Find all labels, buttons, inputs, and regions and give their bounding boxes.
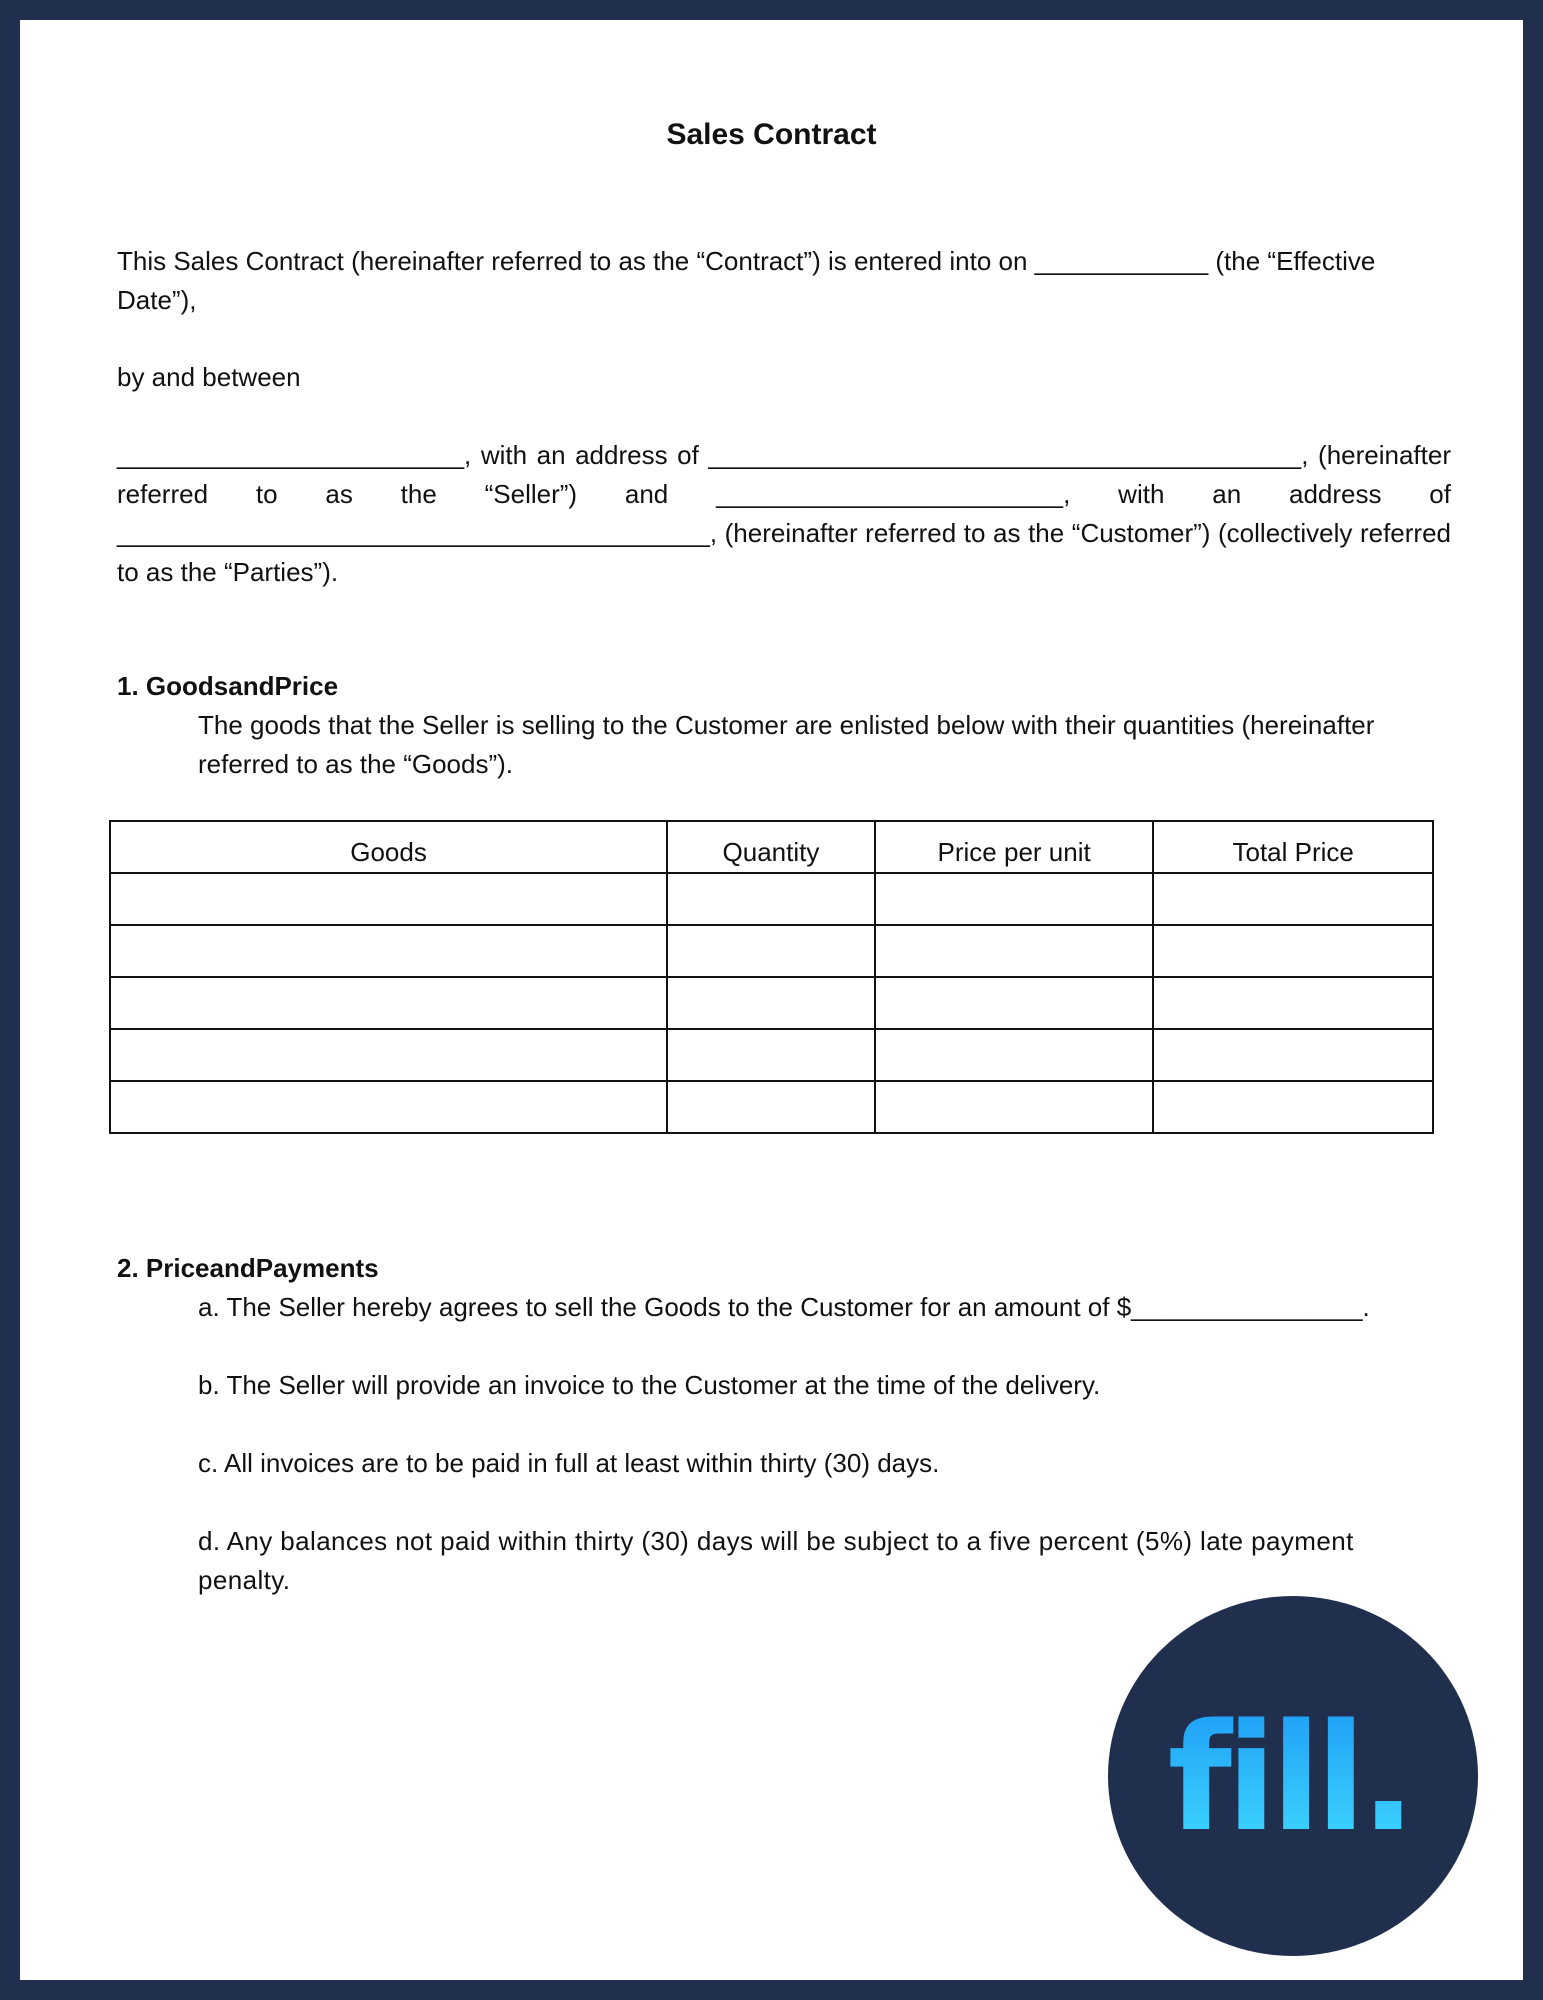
table-cell[interactable] bbox=[1153, 873, 1433, 925]
clause-a: a. The Seller hereby agrees to sell the Goods to the Customer for an amount of $________________. bbox=[198, 1292, 1370, 1322]
table-row bbox=[110, 1029, 1433, 1081]
by-and-between-text: by and between bbox=[117, 362, 301, 392]
fill-logo bbox=[1108, 1596, 1478, 1956]
intro-paragraph: This Sales Contract (hereinafter referred to as the “Contract”) is entered into on ____________ (the “Effective Date”), bbox=[117, 246, 1376, 315]
table-row bbox=[110, 925, 1433, 977]
table-header-row bbox=[110, 821, 1433, 873]
section-1-heading: 1. GoodsandPrice bbox=[117, 671, 339, 701]
table-cell[interactable] bbox=[1153, 1029, 1433, 1081]
document-title: Sales Contract bbox=[666, 118, 877, 151]
table-cell[interactable] bbox=[667, 925, 875, 977]
table-cell[interactable] bbox=[110, 925, 667, 977]
table-cell[interactable] bbox=[1153, 925, 1433, 977]
table-cell[interactable] bbox=[110, 873, 667, 925]
table-cell[interactable] bbox=[110, 1029, 667, 1081]
column-header-price-per-unit: Price per unit bbox=[875, 821, 1154, 873]
table-cell[interactable] bbox=[110, 977, 667, 1029]
table-cell[interactable] bbox=[1153, 977, 1433, 1029]
table-cell[interactable] bbox=[667, 1029, 875, 1081]
table-row bbox=[110, 977, 1433, 1029]
parties-paragraph: ________________________, with an address of _________________________________________, (hereinafter referred to as the “Seller”) and ________________________, with an address of _________________________________________, (hereinafter referred to as the “Customer”) (collectively referred to as the “Parties”). bbox=[117, 440, 1451, 587]
table-cell[interactable] bbox=[875, 1029, 1154, 1081]
column-header-quantity: Quantity bbox=[667, 821, 875, 873]
table-row bbox=[110, 873, 1433, 925]
table-cell[interactable] bbox=[875, 925, 1154, 977]
fill-logo-text: fill. bbox=[1108, 1704, 1470, 1852]
goods-table bbox=[109, 820, 1434, 1134]
column-header-goods: Goods bbox=[110, 821, 667, 873]
table-cell[interactable] bbox=[875, 1081, 1154, 1133]
clause-b: b. The Seller will provide an invoice to the Customer at the time of the delivery. bbox=[198, 1370, 1101, 1400]
table-cell[interactable] bbox=[875, 873, 1154, 925]
clause-d: d. Any balances not paid within thirty (30) days will be subject to a five percent (5%) late payment penalty. bbox=[198, 1526, 1354, 1595]
table-cell[interactable] bbox=[875, 977, 1154, 1029]
column-header-total-price: Total Price bbox=[1153, 821, 1433, 873]
table-cell[interactable] bbox=[667, 873, 875, 925]
table-cell[interactable] bbox=[1153, 1081, 1433, 1133]
table-row bbox=[110, 1081, 1433, 1133]
clause-c: c. All invoices are to be paid in full at least within thirty (30) days. bbox=[198, 1448, 940, 1478]
table-cell[interactable] bbox=[667, 1081, 875, 1133]
table-cell[interactable] bbox=[110, 1081, 667, 1133]
section-2-heading: 2. PriceandPayments bbox=[117, 1253, 379, 1283]
table-cell[interactable] bbox=[667, 977, 875, 1029]
section-1-text: The goods that the Seller is selling to the Customer are enlisted below with their quantities (hereinafter referred to as the “Goods”). bbox=[198, 710, 1375, 779]
